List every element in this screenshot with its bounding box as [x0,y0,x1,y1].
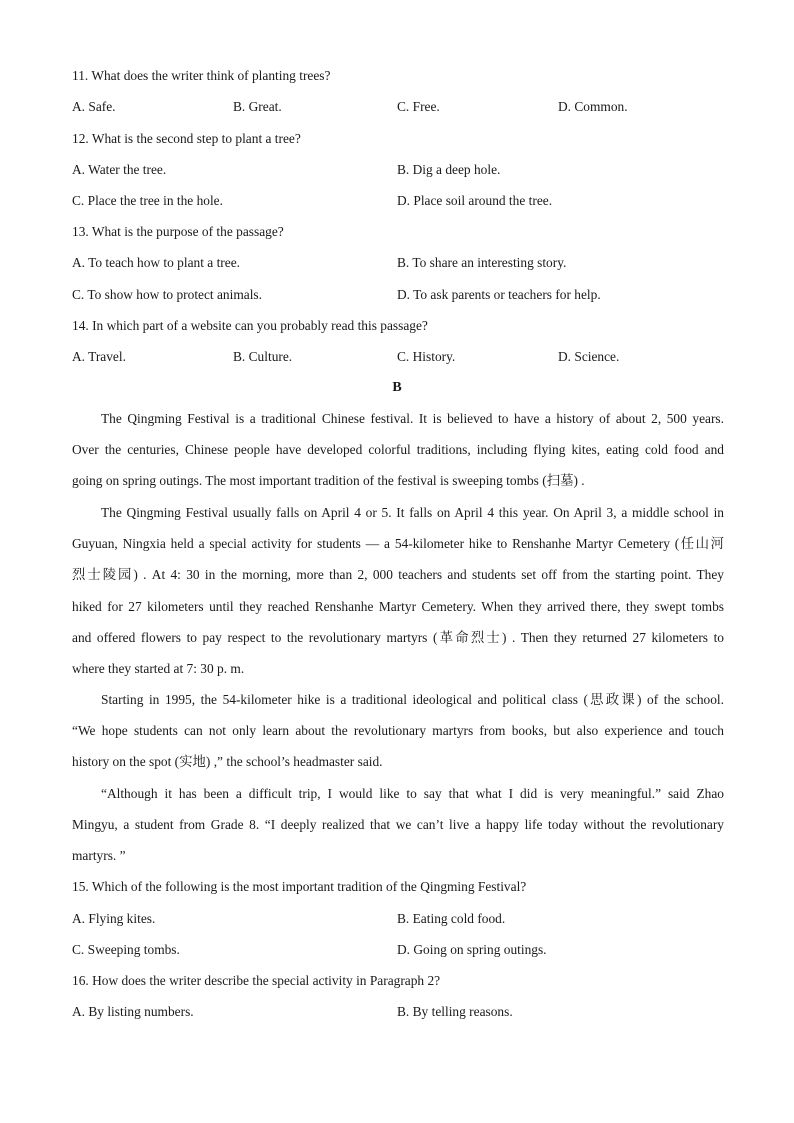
passage-paragraph-4 [72,778,724,872]
paragraph-line: where they started at 7: 30 p. m. [72,661,245,677]
paragraph-line: hiked for 27 kilometers until they reached Renshanhe Martyr Cemetery. When they arrived there, they swept tombs [72,598,724,614]
question-11: 11. What does the writer think of planting trees? [72,68,331,83]
question-16: 16. How does the writer describe the special activity in Paragraph 2? [72,973,441,988]
q15-option-c: C. Sweeping tombs. [72,942,180,957]
q14-option-b: B. Culture. [233,349,293,364]
paragraph-line: martyrs. ” [72,848,126,864]
paragraph-line: Mingyu, a student from Grade 8. “I deeply realized that we can’t live a happy life today without the revolutionary [72,817,724,833]
q14-option-d: D. Science. [558,349,620,364]
q13-option-d: D. To ask parents or teachers for help. [397,287,601,302]
q11-option-d: D. Common. [558,99,628,114]
q12-option-d: D. Place soil around the tree. [397,193,553,208]
q11-option-b: B. Great. [233,99,282,114]
paragraph-line: Starting in 1995, the 54-kilometer hike is a traditional ideological and political class (思政课) of the school. [101,692,724,707]
passage-paragraph-2 [72,497,724,684]
paragraph-line: history on the spot (实地) ,” the school’s headmaster said. [72,754,383,770]
q14-option-a: A. Travel. [72,349,126,364]
q12-option-c: C. Place the tree in the hole. [72,193,223,208]
q15-option-d: D. Going on spring outings. [397,942,547,957]
question-15: 15. Which of the following is the most important tradition of the Qingming Festival? [72,879,527,894]
q14-option-c: C. History. [397,349,456,364]
question-12: 12. What is the second step to plant a tree? [72,131,301,146]
q16-option-a: A. By listing numbers. [72,1004,194,1019]
paragraph-line: The Qingming Festival usually falls on April 4 or 5. It falls on April 4 this year. On April 3, a middle school in [101,505,724,520]
section-b-heading: B [392,380,402,395]
paragraph-line: “Although it has been a difficult trip, I would like to say that what I did is very meaningful.” said Zhao [101,786,724,801]
passage-paragraph-3 [72,684,724,778]
q11-option-a: A. Safe. [72,99,116,114]
question-13: 13. What is the purpose of the passage? [72,224,284,239]
question-14: 14. In which part of a website can you probably read this passage? [72,318,428,333]
paragraph-line: Guyuan, Ningxia held a special activity for students — a 54-kilometer hike to Renshanhe Martyr Cemetery (任山河 [72,536,724,552]
paragraph-line: and offered flowers to pay respect to the revolutionary martyrs (革命烈士) . Then they returned 27 kilometers to [72,629,724,645]
paragraph-line: 烈士陵园) . At 4: 30 in the morning, more than 2, 000 teachers and students set off from the starting point. They [72,567,724,583]
paragraph-line: “We hope students can not only learn about the revolutionary martyrs from books, but also experience and touch [72,723,724,739]
paragraph-line: going on spring outings. The most important tradition of the festival is sweeping tombs (扫墓) . [72,473,585,489]
paragraph-line: The Qingming Festival is a traditional Chinese festival. It is believed to have a history of about 2, 500 years. [101,411,724,426]
q12-option-a: A. Water the tree. [72,162,167,177]
q16-option-b: B. By telling reasons. [397,1004,513,1019]
q13-option-b: B. To share an interesting story. [397,255,567,270]
q11-option-c: C. Free. [397,99,440,114]
q13-option-a: A. To teach how to plant a tree. [72,255,241,270]
q15-option-b: B. Eating cold food. [397,911,506,926]
q12-option-b: B. Dig a deep hole. [397,162,501,177]
paragraph-line: Over the centuries, Chinese people have developed colorful traditions, including flying kites, eating cold food and [72,442,724,458]
q13-option-c: C. To show how to protect animals. [72,287,262,302]
q15-option-a: A. Flying kites. [72,911,156,926]
passage-paragraph-1 [72,403,724,497]
